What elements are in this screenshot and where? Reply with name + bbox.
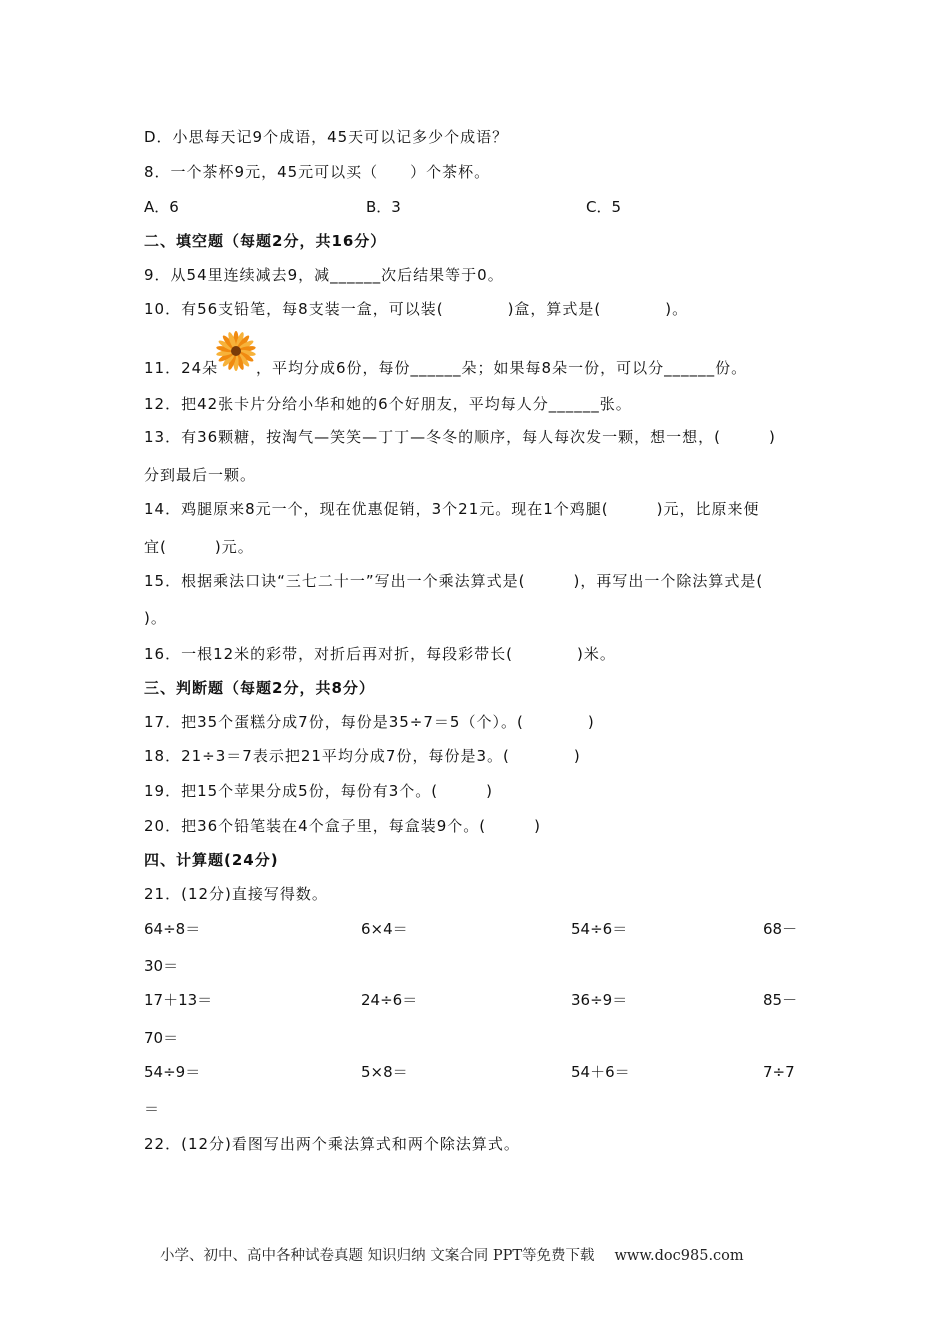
section-true-false-heading: 三、判断题（每题2分，共8分）	[144, 679, 375, 697]
flower-center	[231, 346, 241, 356]
question-14-line-2: 宜( )元。	[144, 538, 254, 556]
calc-item: 54＋6＝	[571, 1063, 630, 1081]
calc-item-wrap: 70＝	[144, 1029, 179, 1047]
calc-item: 17＋13＝	[144, 991, 213, 1009]
question-22: 22．(12分)看图写出两个乘法算式和两个除法算式。	[144, 1135, 520, 1153]
calc-item: 7÷7	[763, 1063, 795, 1081]
footer-text: 小学、初中、高中各种试卷真题 知识归纳 文案合同 PPT等免费下载	[160, 1248, 595, 1264]
calc-item: 54÷6＝	[571, 920, 628, 938]
question-8: 8．一个茶杯9元，45元可以买（ ）个茶杯。	[144, 163, 491, 181]
section-calculation-heading: 四、计算题(24分)	[144, 851, 279, 869]
calc-item: 36÷9＝	[571, 991, 628, 1009]
flower-image	[216, 331, 256, 371]
footer-site-link[interactable]: www.doc985.com	[614, 1248, 744, 1264]
question-11-start: 11．24朵	[144, 359, 219, 377]
calc-item: 24÷6＝	[361, 991, 418, 1009]
question-14-line-1: 14．鸡腿原来8元一个，现在优惠促销，3个21元。现在1个鸡腿( )元，比原来便	[144, 500, 760, 518]
calc-item: 5×8＝	[361, 1063, 408, 1081]
section-fill-blank-heading: 二、填空题（每题2分，共16分）	[144, 232, 387, 250]
page-footer	[160, 1246, 744, 1266]
question-19: 19．把15个苹果分成5份，每份有3个。( )	[144, 782, 493, 800]
q8-option-b: B．3	[366, 198, 401, 216]
question-9: 9．从54里连续减去9，减______次后结果等于0。	[144, 266, 504, 284]
calc-item-wrap: ＝	[144, 1100, 160, 1118]
calc-item: 6×4＝	[361, 920, 408, 938]
calc-item: 64÷8＝	[144, 920, 201, 938]
question-12: 12．把42张卡片分给小华和她的6个好朋友，平均每人分______张。	[144, 395, 632, 413]
question-15-line-1: 15．根据乘法口诀“三七二十一”写出一个乘法算式是( )，再写出一个除法算式是(	[144, 572, 764, 590]
calc-item: 68－	[763, 920, 798, 938]
question-20: 20．把36个铅笔装在4个盒子里，每盒装9个。( )	[144, 817, 541, 835]
question-13-line-2: 分到最后一颗。	[144, 466, 257, 484]
question-7-option-d: D．小思每天记9个成语，45天可以记多少个成语？	[144, 128, 509, 146]
question-15-line-2: )。	[144, 609, 167, 627]
calc-item-wrap: 30＝	[144, 957, 179, 975]
question-11-rest: ，平均分成6份，每份______朵；如果每8朵一份，可以分______份。	[256, 359, 748, 377]
calc-item: 85－	[763, 991, 798, 1009]
question-10: 10．有56支铅笔，每8支装一盒，可以装( )盒，算式是( )。	[144, 300, 689, 318]
question-13-line-1: 13．有36颗糖，按淘气—笑笑—丁丁—冬冬的顺序，每人每次发一颗，想一想，( )	[144, 428, 776, 446]
question-18: 18．21÷3＝7表示把21平均分成7份，每份是3。( )	[144, 747, 581, 765]
calc-item: 54÷9＝	[144, 1063, 201, 1081]
q8-option-a: A．6	[144, 198, 179, 216]
question-17: 17．把35个蛋糕分成7份，每份是35÷7＝5（个）。( )	[144, 713, 595, 731]
question-16: 16．一根12米的彩带，对折后再对折，每段彩带长( )米。	[144, 645, 616, 663]
q8-option-c: C．5	[586, 198, 622, 216]
question-21: 21．(12分)直接写得数。	[144, 885, 328, 903]
